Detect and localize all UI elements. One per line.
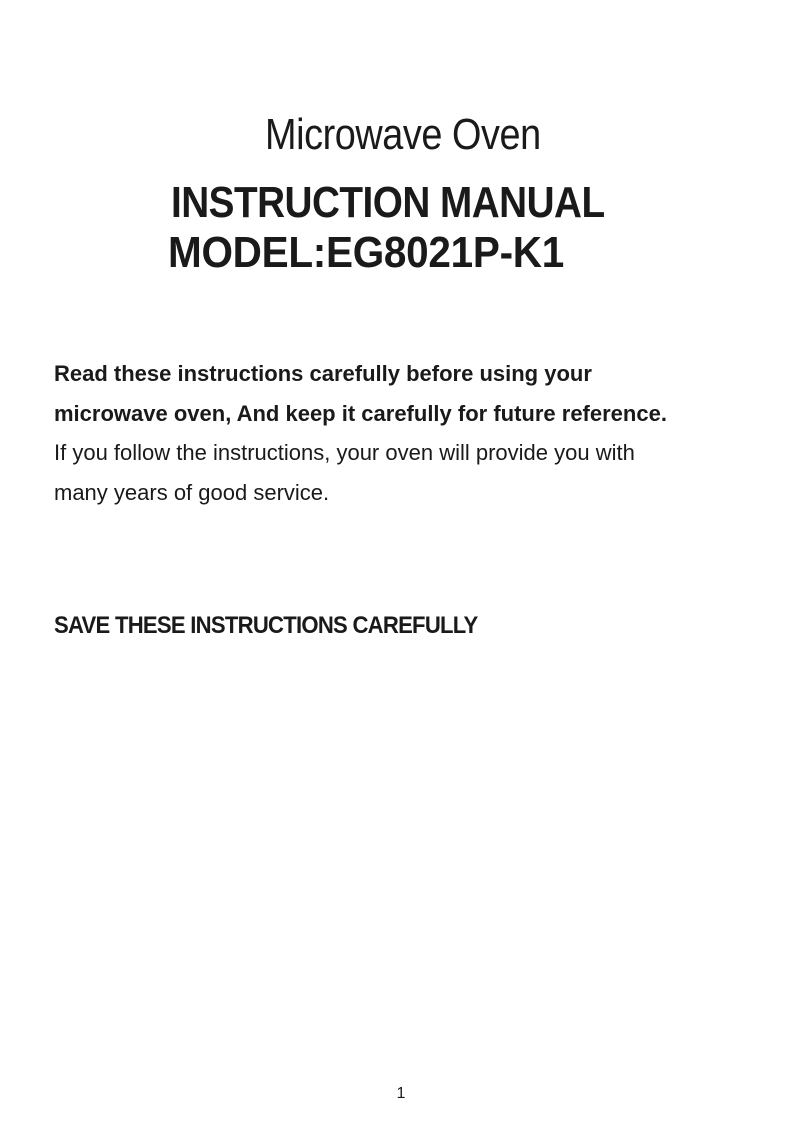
product-title: Microwave Oven [265, 110, 541, 159]
intro-bold-line: microwave oven, And keep it carefully for future reference. [54, 400, 667, 426]
save-instructions-heading: SAVE THESE INSTRUCTIONS CAREFULLY [54, 612, 478, 639]
intro-text-line: If you follow the instructions, your oven will provide you with [54, 440, 635, 465]
intro-bold-line: Read these instructions carefully before using your [54, 361, 592, 386]
page-number: 1 [396, 1085, 406, 1102]
intro-paragraph [54, 354, 774, 512]
manual-title: INSTRUCTION MANUAL [171, 178, 605, 227]
model-number: MODEL:EG8021P-K1 [168, 228, 565, 277]
intro-text-line: many years of good service. [54, 479, 330, 505]
